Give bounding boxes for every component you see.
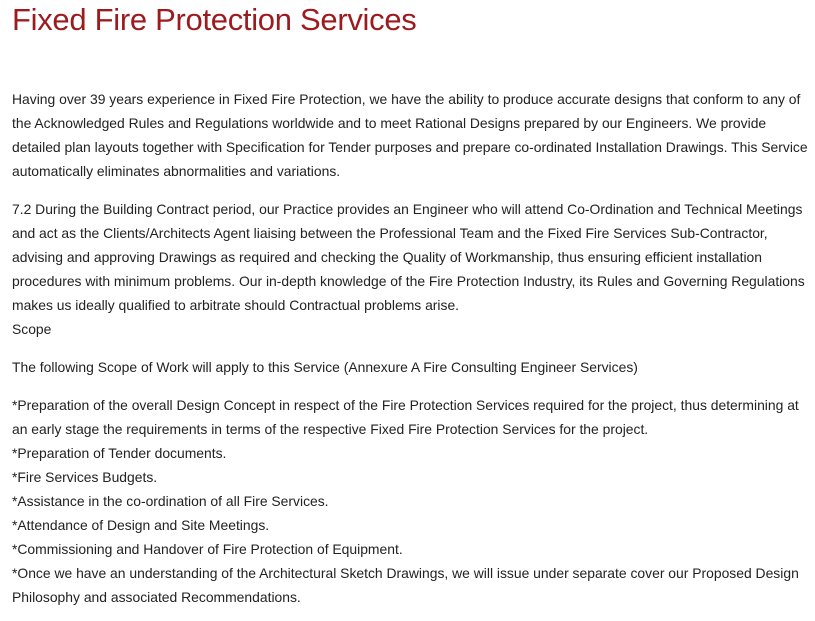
scope-heading: Scope <box>12 321 52 337</box>
page-content <box>12 0 812 609</box>
scope-item-meetings: *Attendance of Design and Site Meetings. <box>12 517 270 533</box>
contract-paragraph: 7.2 During the Building Contract period, our Practice provides an Engineer who will attend Co-Ordination and Technical Meetings and act as the Clients/Architects Agent liaising between the Professional Team and the Fixed Fire Services Sub-Contractor, advising and approving Drawings as required and checking the Quality of Workmanship, thus ensuring efficient installation procedures with minimum problems. Our in-depth knowledge of the Fire Protection Industry, its Rules and Governing Regulations makes us ideally qualified to arbitrate should Contractual problems arise. <box>12 201 805 313</box>
scope-item-commissioning: *Commissioning and Handover of Fire Protection of Equipment. <box>12 541 403 557</box>
scope-item-tender-documents: *Preparation of Tender documents. <box>12 445 227 461</box>
scope-intro-paragraph: The following Scope of Work will apply to this Service (Annexure A Fire Consulting Engineer Services) <box>12 359 638 375</box>
intro-paragraph: Having over 39 years experience in Fixed Fire Protection, we have the ability to produce accurate designs that conform to any of the Acknowledged Rules and Regulations worldwide and to meet Rational Designs prepared by our Engineers. We provide detailed plan layouts together with Specification for Tender purposes and prepare co-ordinated Installation Drawings. This Service automatically eliminates abnormalities and variations. <box>12 91 808 179</box>
scope-item-design-concept: *Preparation of the overall Design Concept in respect of the Fire Protection Services required for the project, thus determining at an early stage the requirements in terms of the respective Fixed Fire Protection Services for the project. <box>12 397 799 437</box>
page-title: Fixed Fire Protection Services <box>12 2 417 37</box>
scope-list <box>12 393 812 609</box>
scope-item-coordination: *Assistance in the co-ordination of all Fire Services. <box>12 493 329 509</box>
scope-item-budgets: *Fire Services Budgets. <box>12 469 158 485</box>
scope-item-design-philosophy: *Once we have an understanding of the Architectural Sketch Drawings, we will issue under separate cover our Proposed Design Philosophy and associated Recommendations. <box>12 565 799 605</box>
